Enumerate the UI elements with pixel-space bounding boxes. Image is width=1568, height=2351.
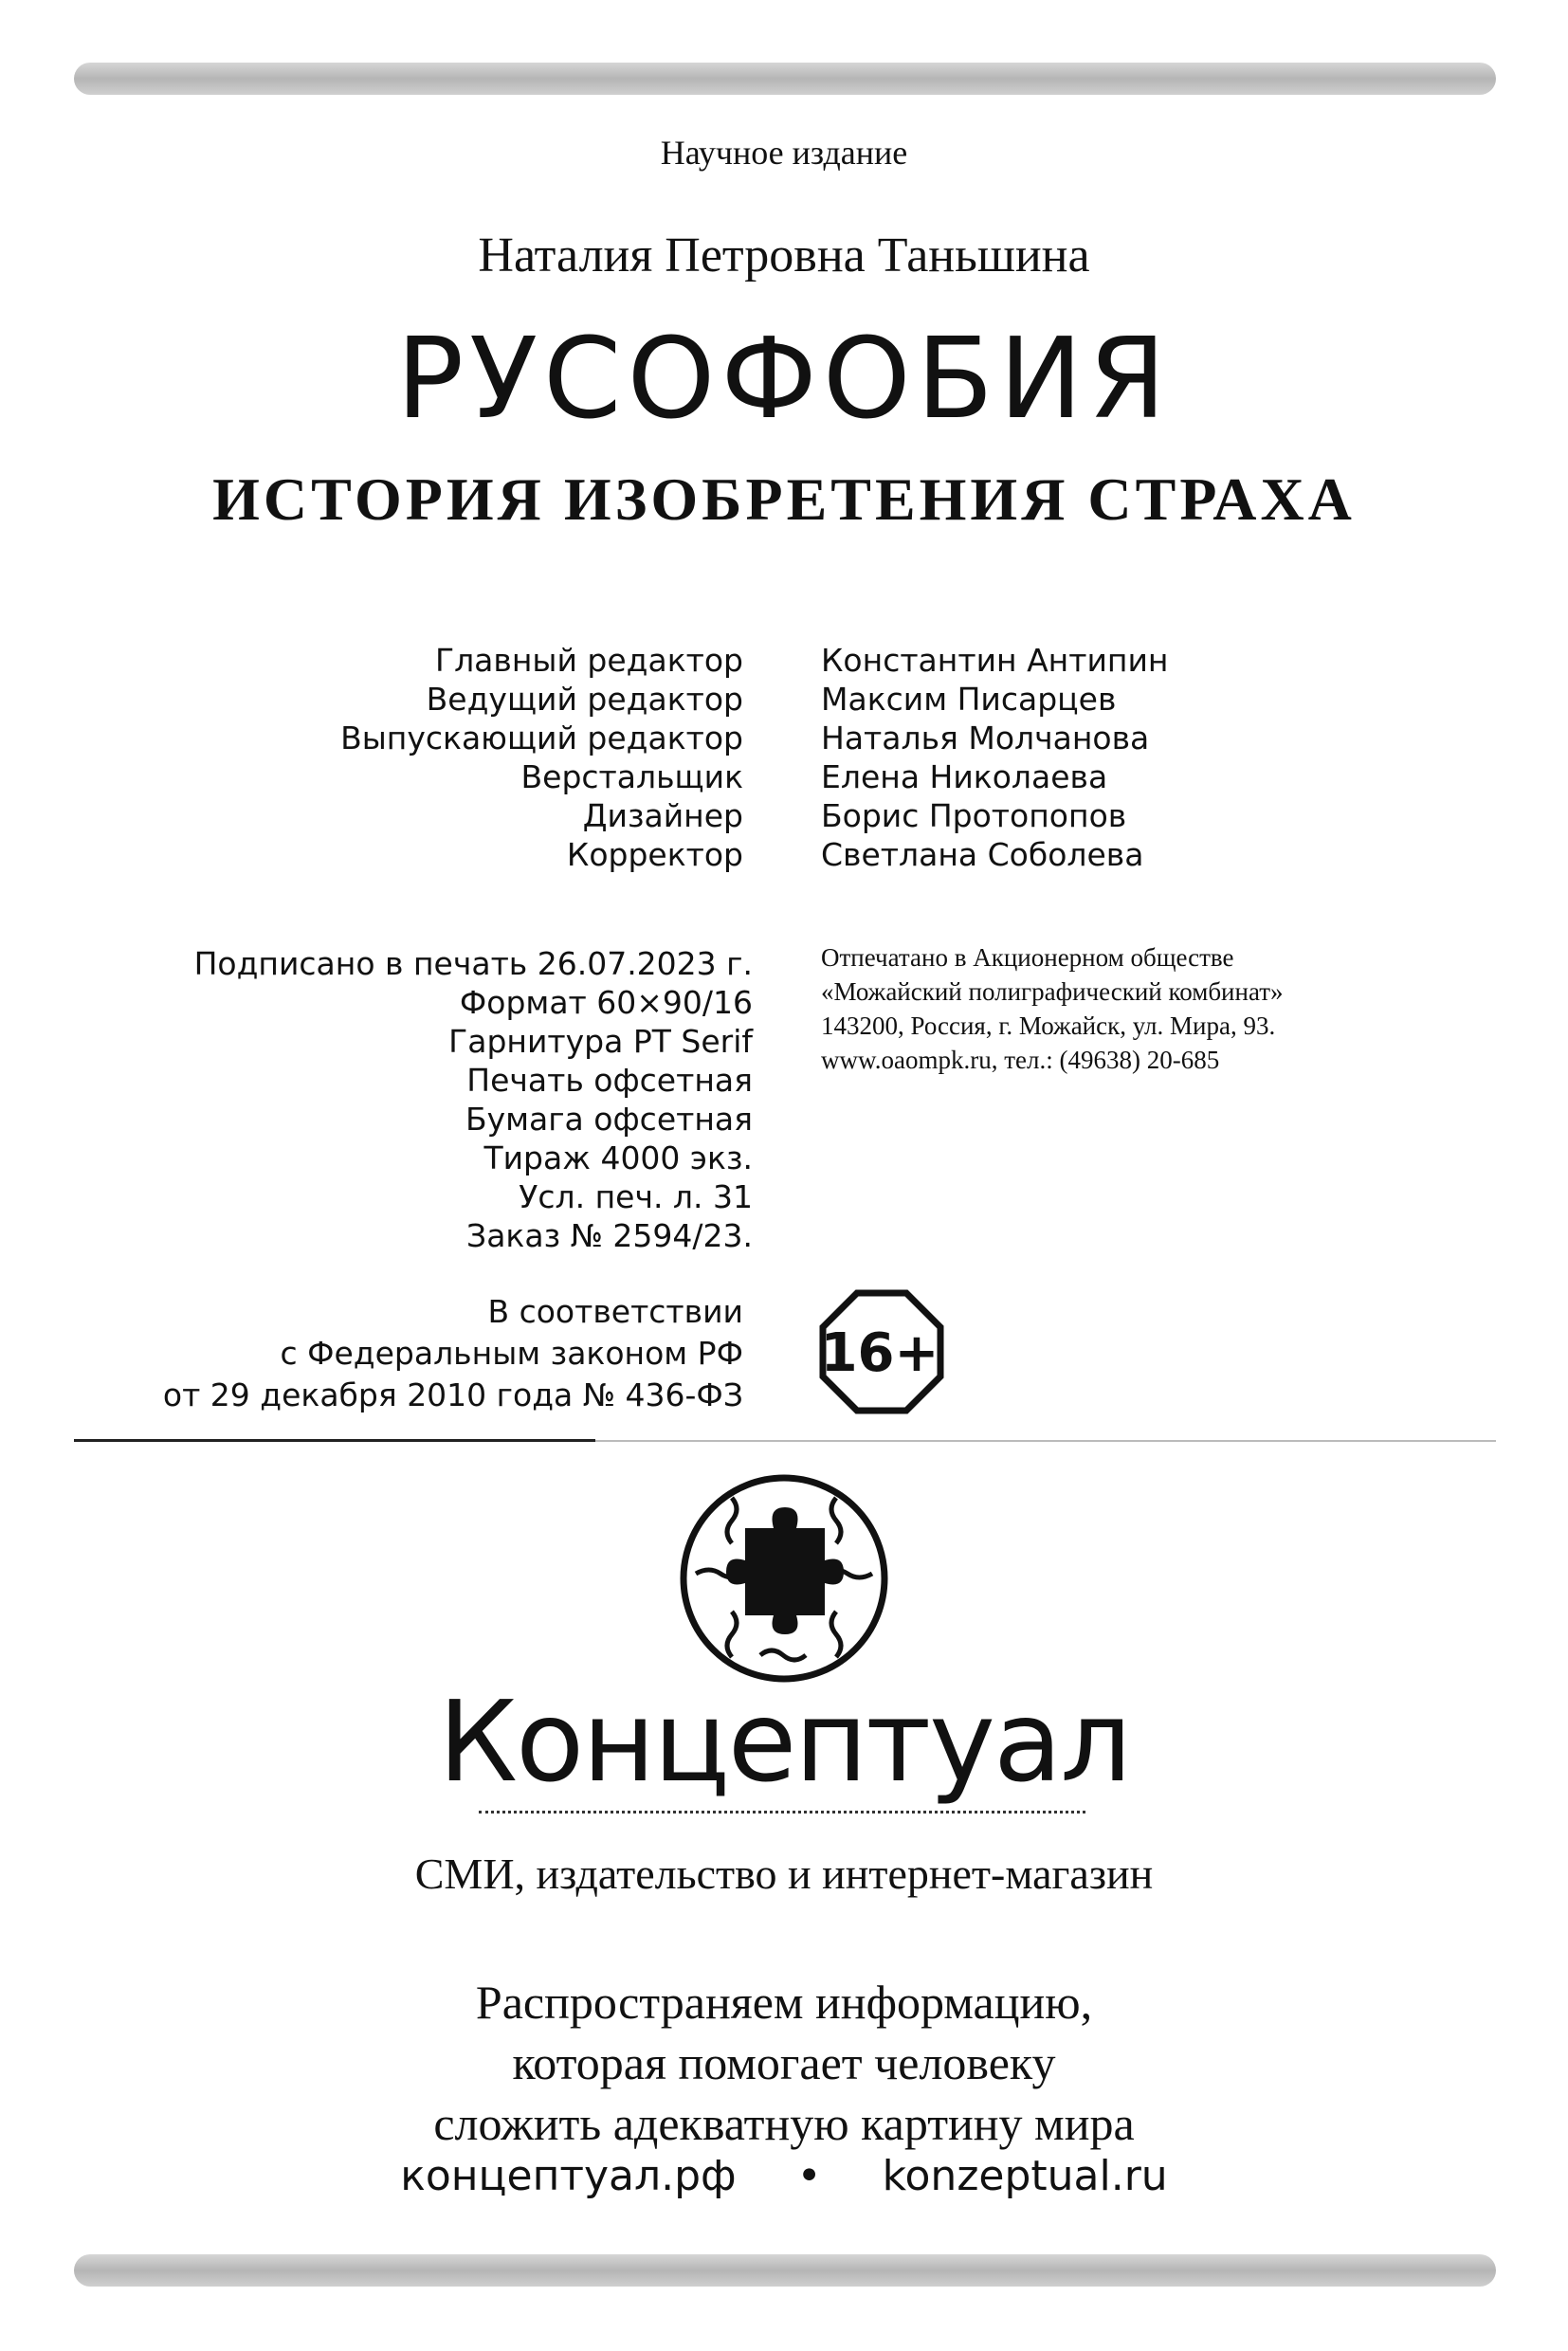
divider-right (595, 1440, 1496, 1442)
publisher-mission (0, 1972, 1568, 2154)
credit-name: Максим Писарцев (821, 681, 1117, 718)
spec-line: Бумага офсетная (465, 1101, 753, 1138)
mission-line: которая помогает человеку (512, 2036, 1056, 2089)
site-link-ru[interactable]: концептуал.рф (400, 2152, 737, 2200)
publisher-tagline: СМИ, издательство и интернет-магазин (414, 1850, 1154, 1898)
site-link-en[interactable]: konzeptual.ru (882, 2152, 1168, 2200)
printer-line: www.oaompk.ru, тел.: (49638) 20-685 (821, 1046, 1220, 1074)
age-rating-octagon-icon (819, 1289, 944, 1414)
spec-line: Формат 60×90/16 (459, 984, 753, 1021)
law-line: от 29 декабря 2010 года № 436-ФЗ (162, 1376, 743, 1413)
credit-name: Светлана Соболева (821, 836, 1144, 873)
divider-left (74, 1439, 595, 1442)
credit-name: Константин Антипин (821, 642, 1169, 679)
credit-role: Ведущий редактор (426, 681, 743, 718)
credit-roles (340, 641, 743, 874)
puzzle-globe-logo-icon (675, 1469, 893, 1687)
credit-names (821, 641, 1169, 874)
law-line: с Федеральным законом РФ (280, 1335, 743, 1372)
spec-line: Подписано в печать 26.07.2023 г. (193, 945, 753, 982)
credit-role: Верстальщик (520, 758, 743, 795)
printer-line: «Можайский полиграфический комбинат» (821, 977, 1284, 1006)
age-rating-label: 16+ (820, 1322, 939, 1384)
bottom-decorative-band (74, 2254, 1496, 2287)
spec-line: Печать офсетная (466, 1062, 753, 1099)
book-title: РУСОФОБИЯ (395, 313, 1172, 444)
publisher-name: Концептуал (438, 1676, 1130, 1807)
book-subtitle: ИСТОРИЯ ИЗОБРЕТЕНИЯ СТРАХА (212, 465, 1356, 533)
credit-role: Дизайнер (582, 797, 743, 834)
dotted-separator (479, 1811, 1085, 1813)
edition-type: Научное издание (660, 134, 908, 172)
bullet-separator: • (796, 2152, 822, 2200)
credit-role: Корректор (566, 836, 743, 873)
credit-name: Борис Протопопов (821, 797, 1127, 834)
mission-line: Распространяем информацию, (475, 1976, 1093, 2029)
printer-line: Отпечатано в Акционерном обществе (821, 943, 1234, 972)
law-line: В соответствии (487, 1293, 743, 1330)
printer-line: 143200, Россия, г. Можайск, ул. Мира, 93. (821, 1011, 1276, 1040)
print-specs (194, 944, 753, 1255)
spec-line: Тираж 4000 экз. (483, 1139, 753, 1176)
credit-role: Выпускающий редактор (340, 720, 743, 756)
author-name: Наталия Петровна Таньшина (478, 228, 1090, 282)
law-notice (163, 1291, 743, 1416)
mission-line: сложить адекватную картину мира (433, 2097, 1135, 2150)
spec-line: Заказ № 2594/23. (466, 1217, 753, 1254)
spec-line: Гарнитура PT Serif (448, 1023, 753, 1060)
printer-info (821, 940, 1284, 1077)
top-decorative-band (74, 63, 1496, 95)
publisher-links (0, 2152, 1568, 2200)
credit-name: Наталья Молчанова (821, 720, 1150, 756)
credit-name: Елена Николаева (821, 758, 1108, 795)
spec-line: Усл. печ. л. 31 (519, 1178, 753, 1215)
credit-role: Главный редактор (434, 642, 743, 679)
